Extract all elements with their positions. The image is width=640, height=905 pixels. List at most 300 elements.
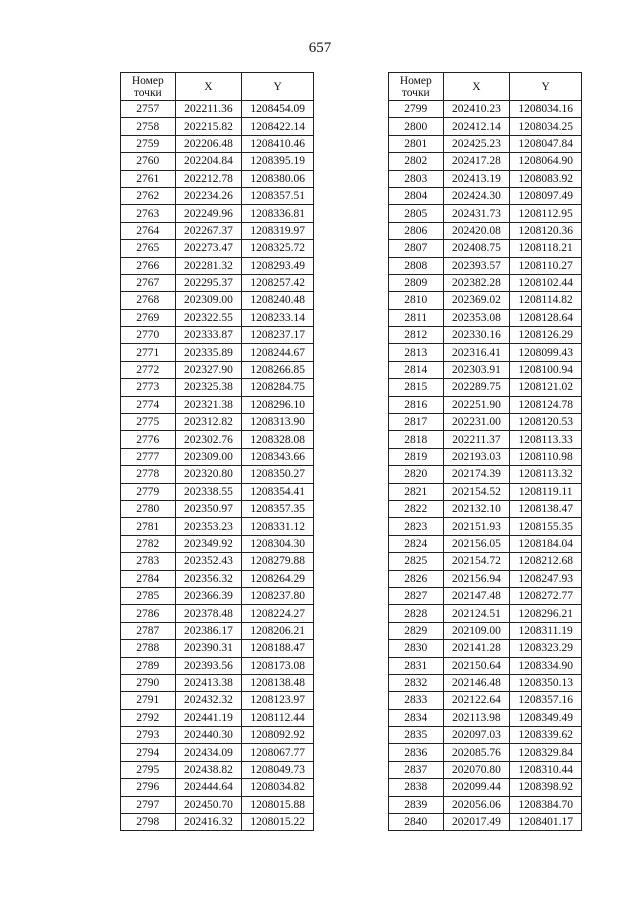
table-row (121, 744, 314, 761)
table-row (389, 309, 582, 326)
x-coordinate-cell: 202174.39 (443, 466, 510, 483)
x-coordinate-cell: 202124.51 (443, 605, 510, 622)
y-coordinate-cell: 1208237.17 (242, 327, 314, 344)
point-number-cell: 2766 (121, 257, 176, 274)
table-row (121, 431, 314, 448)
x-coordinate-cell: 202193.03 (443, 448, 510, 465)
table-row (121, 135, 314, 152)
y-coordinate-cell: 1208121.02 (510, 379, 582, 396)
y-coordinate-cell: 1208112.44 (242, 709, 314, 726)
y-coordinate-cell: 1208097.49 (510, 187, 582, 204)
point-number-header (389, 73, 444, 101)
table-row (389, 518, 582, 535)
y-coordinate-cell: 1208357.35 (242, 500, 314, 517)
y-coordinate-cell: 1208296.21 (510, 605, 582, 622)
point-number-cell: 2780 (121, 500, 176, 517)
table-row (121, 796, 314, 813)
x-coordinate-cell: 202316.41 (443, 344, 510, 361)
point-number-cell: 2782 (121, 535, 176, 552)
table-row (121, 553, 314, 570)
x-coordinate-cell: 202349.92 (175, 535, 242, 552)
x-coordinate-cell: 202393.57 (443, 257, 510, 274)
y-coordinate-cell: 1208119.11 (510, 483, 582, 500)
point-number-cell: 2759 (121, 135, 176, 152)
table-row (389, 344, 582, 361)
x-coordinate-cell: 202438.82 (175, 761, 242, 778)
x-coordinate-cell: 202335.89 (175, 344, 242, 361)
y-coordinate-cell: 1208264.29 (242, 570, 314, 587)
x-coordinate-cell: 202231.00 (443, 414, 510, 431)
table-row (389, 605, 582, 622)
table-row (389, 692, 582, 709)
y-coordinate-cell: 1208049.73 (242, 761, 314, 778)
y-coordinate-cell: 1208247.93 (510, 570, 582, 587)
table-row (389, 135, 582, 152)
x-coordinate-cell: 202281.32 (175, 257, 242, 274)
table-row (389, 327, 582, 344)
table-header-row (121, 73, 314, 101)
table-row (389, 361, 582, 378)
x-coordinate-cell: 202352.43 (175, 553, 242, 570)
point-number-cell: 2783 (121, 553, 176, 570)
x-coordinate-cell: 202450.70 (175, 796, 242, 813)
y-coordinate-cell: 1208293.49 (242, 257, 314, 274)
point-number-cell: 2781 (121, 518, 176, 535)
point-number-cell: 2803 (389, 170, 444, 187)
y-coordinate-cell: 1208384.70 (510, 796, 582, 813)
point-number-cell: 2771 (121, 344, 176, 361)
table-row (121, 709, 314, 726)
x-coordinate-cell: 202211.37 (443, 431, 510, 448)
y-coordinate-cell: 1208339.62 (510, 727, 582, 744)
point-number-cell: 2767 (121, 274, 176, 291)
x-coordinate-cell: 202353.08 (443, 309, 510, 326)
y-coordinate-cell: 1208240.48 (242, 292, 314, 309)
table-row (389, 118, 582, 135)
y-coordinate-cell: 1208331.12 (242, 518, 314, 535)
table-row (389, 274, 582, 291)
y-coordinate-cell: 1208015.88 (242, 796, 314, 813)
point-number-cell: 2805 (389, 205, 444, 222)
point-number-cell: 2761 (121, 170, 176, 187)
point-number-cell: 2838 (389, 779, 444, 796)
x-coordinate-cell: 202390.31 (175, 640, 242, 657)
y-coordinate-cell: 1208395.19 (242, 153, 314, 170)
table-row (121, 692, 314, 709)
point-number-cell: 2828 (389, 605, 444, 622)
point-number-cell: 2797 (121, 796, 176, 813)
x-coordinate-cell: 202206.48 (175, 135, 242, 152)
y-coordinate-cell: 1208304.30 (242, 535, 314, 552)
y-coordinate-cell: 1208237.80 (242, 587, 314, 604)
point-number-cell: 2784 (121, 570, 176, 587)
x-coordinate-cell: 202132.10 (443, 500, 510, 517)
point-number-cell: 2757 (121, 101, 176, 118)
y-coordinate-cell: 1208092.92 (242, 727, 314, 744)
point-number-cell: 2833 (389, 692, 444, 709)
point-number-cell: 2823 (389, 518, 444, 535)
table-row (389, 727, 582, 744)
x-coordinate-cell: 202267.37 (175, 222, 242, 239)
y-coordinate-cell: 1208067.77 (242, 744, 314, 761)
point-number-cell: 2840 (389, 814, 444, 831)
x-coordinate-cell: 202350.97 (175, 500, 242, 517)
point-number-cell: 2819 (389, 448, 444, 465)
y-coordinate-cell: 1208099.43 (510, 344, 582, 361)
y-coordinate-cell: 1208155.35 (510, 518, 582, 535)
table-row (121, 727, 314, 744)
y-coordinate-cell: 1208128.64 (510, 309, 582, 326)
table-row (121, 779, 314, 796)
x-coordinate-cell: 202289.75 (443, 379, 510, 396)
coordinates-table-right (388, 72, 582, 831)
table-row (121, 761, 314, 778)
point-number-cell: 2806 (389, 222, 444, 239)
point-number-cell: 2839 (389, 796, 444, 813)
point-number-cell: 2810 (389, 292, 444, 309)
table-row (121, 344, 314, 361)
y-coordinate-cell: 1208173.08 (242, 657, 314, 674)
page-number: 657 (308, 40, 332, 56)
point-number-cell: 2830 (389, 640, 444, 657)
point-number-cell: 2804 (389, 187, 444, 204)
header-line-2: точки (401, 86, 430, 99)
x-coordinate-cell: 202417.28 (443, 153, 510, 170)
table-row (389, 814, 582, 831)
table-row (389, 101, 582, 118)
y-coordinate-cell: 1208311.19 (510, 622, 582, 639)
y-coordinate-cell: 1208325.72 (242, 240, 314, 257)
x-coordinate-cell: 202330.16 (443, 327, 510, 344)
x-coordinate-cell: 202109.00 (443, 622, 510, 639)
x-coordinate-cell: 202141.28 (443, 640, 510, 657)
x-coordinate-cell: 202440.30 (175, 727, 242, 744)
y-coordinate-cell: 1208401.17 (510, 814, 582, 831)
table-header-row (389, 73, 582, 101)
x-coordinate-cell: 202320.80 (175, 466, 242, 483)
point-number-cell: 2800 (389, 118, 444, 135)
x-coordinate-cell: 202410.23 (443, 101, 510, 118)
y-coordinate-cell: 1208138.48 (242, 674, 314, 691)
point-number-cell: 2768 (121, 292, 176, 309)
table-row (389, 292, 582, 309)
table-row (389, 761, 582, 778)
point-number-cell: 2778 (121, 466, 176, 483)
x-coordinate-cell: 202420.08 (443, 222, 510, 239)
point-number-cell: 2763 (121, 205, 176, 222)
x-coordinate-cell: 202056.06 (443, 796, 510, 813)
y-coordinate-cell: 1208138.47 (510, 500, 582, 517)
y-header: Y (510, 73, 582, 101)
table-row (389, 187, 582, 204)
table-row (121, 187, 314, 204)
point-number-cell: 2769 (121, 309, 176, 326)
x-coordinate-cell: 202251.90 (443, 396, 510, 413)
y-coordinate-cell: 1208113.32 (510, 466, 582, 483)
x-coordinate-cell: 202303.91 (443, 361, 510, 378)
table-row (121, 274, 314, 291)
y-coordinate-cell: 1208328.08 (242, 431, 314, 448)
x-coordinate-cell: 202099.44 (443, 779, 510, 796)
point-number-cell: 2816 (389, 396, 444, 413)
x-coordinate-cell: 202212.78 (175, 170, 242, 187)
table-row (121, 153, 314, 170)
y-coordinate-cell: 1208319.97 (242, 222, 314, 239)
y-coordinate-cell: 1208184.04 (510, 535, 582, 552)
point-number-cell: 2798 (121, 814, 176, 831)
table-row (389, 414, 582, 431)
x-coordinate-cell: 202432.32 (175, 692, 242, 709)
table-row (389, 257, 582, 274)
x-coordinate-cell: 202309.00 (175, 292, 242, 309)
table-row (121, 448, 314, 465)
point-number-cell: 2837 (389, 761, 444, 778)
table-row (121, 483, 314, 500)
point-number-cell: 2829 (389, 622, 444, 639)
table-row (389, 674, 582, 691)
y-coordinate-cell: 1208354.41 (242, 483, 314, 500)
y-coordinate-cell: 1208329.84 (510, 744, 582, 761)
point-number-cell: 2796 (121, 779, 176, 796)
y-coordinate-cell: 1208336.81 (242, 205, 314, 222)
table-row (121, 101, 314, 118)
x-coordinate-cell: 202425.23 (443, 135, 510, 152)
y-coordinate-cell: 1208266.85 (242, 361, 314, 378)
y-coordinate-cell: 1208206.21 (242, 622, 314, 639)
y-coordinate-cell: 1208310.44 (510, 761, 582, 778)
table-row (121, 257, 314, 274)
y-coordinate-cell: 1208343.66 (242, 448, 314, 465)
x-coordinate-cell: 202146.48 (443, 674, 510, 691)
point-number-cell: 2777 (121, 448, 176, 465)
x-coordinate-cell: 202151.93 (443, 518, 510, 535)
table-row (121, 240, 314, 257)
point-number-cell: 2817 (389, 414, 444, 431)
table-row (389, 779, 582, 796)
x-coordinate-cell: 202122.64 (443, 692, 510, 709)
x-header: X (175, 73, 242, 101)
point-number-cell: 2836 (389, 744, 444, 761)
y-coordinate-cell: 1208212.68 (510, 553, 582, 570)
y-coordinate-cell: 1208257.42 (242, 274, 314, 291)
point-number-cell: 2760 (121, 153, 176, 170)
table-row (121, 118, 314, 135)
x-coordinate-cell: 202386.17 (175, 622, 242, 639)
table-row (389, 431, 582, 448)
point-number-cell: 2820 (389, 466, 444, 483)
x-coordinate-cell: 202150.64 (443, 657, 510, 674)
x-coordinate-cell: 202156.94 (443, 570, 510, 587)
table-row (389, 205, 582, 222)
y-coordinate-cell: 1208313.90 (242, 414, 314, 431)
point-number-cell: 2807 (389, 240, 444, 257)
point-number-cell: 2773 (121, 379, 176, 396)
point-number-cell: 2795 (121, 761, 176, 778)
point-number-cell: 2811 (389, 309, 444, 326)
x-coordinate-cell: 202204.84 (175, 153, 242, 170)
coordinates-table-left (120, 72, 314, 831)
y-coordinate-cell: 1208110.98 (510, 448, 582, 465)
y-coordinate-cell: 1208110.27 (510, 257, 582, 274)
point-number-cell: 2809 (389, 274, 444, 291)
y-coordinate-cell: 1208188.47 (242, 640, 314, 657)
x-coordinate-cell: 202444.64 (175, 779, 242, 796)
table-row (121, 587, 314, 604)
x-coordinate-cell: 202070.80 (443, 761, 510, 778)
x-coordinate-cell: 202249.96 (175, 205, 242, 222)
x-coordinate-cell: 202085.76 (443, 744, 510, 761)
y-coordinate-cell: 1208102.44 (510, 274, 582, 291)
point-number-cell: 2818 (389, 431, 444, 448)
y-header: Y (242, 73, 314, 101)
y-coordinate-cell: 1208034.82 (242, 779, 314, 796)
table-row (121, 674, 314, 691)
y-coordinate-cell: 1208349.49 (510, 709, 582, 726)
table-row (121, 205, 314, 222)
table-row (389, 553, 582, 570)
y-coordinate-cell: 1208398.92 (510, 779, 582, 796)
point-number-cell: 2791 (121, 692, 176, 709)
y-coordinate-cell: 1208112.95 (510, 205, 582, 222)
point-number-cell: 2772 (121, 361, 176, 378)
table-row (389, 709, 582, 726)
y-coordinate-cell: 1208120.36 (510, 222, 582, 239)
x-coordinate-cell: 202378.48 (175, 605, 242, 622)
x-coordinate-cell: 202215.82 (175, 118, 242, 135)
table-row (121, 518, 314, 535)
x-coordinate-cell: 202097.03 (443, 727, 510, 744)
x-header: X (443, 73, 510, 101)
y-coordinate-cell: 1208357.16 (510, 692, 582, 709)
y-coordinate-cell: 1208380.06 (242, 170, 314, 187)
y-coordinate-cell: 1208114.82 (510, 292, 582, 309)
point-number-cell: 2815 (389, 379, 444, 396)
point-number-cell: 2799 (389, 101, 444, 118)
x-coordinate-cell: 202369.02 (443, 292, 510, 309)
table-row (389, 570, 582, 587)
point-number-cell: 2824 (389, 535, 444, 552)
point-number-cell: 2814 (389, 361, 444, 378)
table-row (389, 483, 582, 500)
point-number-cell: 2790 (121, 674, 176, 691)
table-row (389, 744, 582, 761)
point-number-cell: 2821 (389, 483, 444, 500)
point-number-cell: 2812 (389, 327, 444, 344)
point-number-cell: 2832 (389, 674, 444, 691)
point-number-cell: 2801 (389, 135, 444, 152)
x-coordinate-cell: 202312.82 (175, 414, 242, 431)
x-coordinate-cell: 202416.32 (175, 814, 242, 831)
y-coordinate-cell: 1208454.09 (242, 101, 314, 118)
y-coordinate-cell: 1208323.29 (510, 640, 582, 657)
table-row (389, 622, 582, 639)
y-coordinate-cell: 1208350.13 (510, 674, 582, 691)
y-coordinate-cell: 1208296.10 (242, 396, 314, 413)
x-coordinate-cell: 202234.26 (175, 187, 242, 204)
point-number-cell: 2794 (121, 744, 176, 761)
y-coordinate-cell: 1208357.51 (242, 187, 314, 204)
y-coordinate-cell: 1208034.16 (510, 101, 582, 118)
point-number-cell: 2822 (389, 500, 444, 517)
table-row (121, 292, 314, 309)
table-row (121, 309, 314, 326)
x-coordinate-cell: 202366.39 (175, 587, 242, 604)
point-number-cell: 2835 (389, 727, 444, 744)
x-coordinate-cell: 202412.14 (443, 118, 510, 135)
y-coordinate-cell: 1208233.14 (242, 309, 314, 326)
x-coordinate-cell: 202327.90 (175, 361, 242, 378)
point-number-cell: 2774 (121, 396, 176, 413)
point-number-cell: 2764 (121, 222, 176, 239)
x-coordinate-cell: 202338.55 (175, 483, 242, 500)
y-coordinate-cell: 1208350.27 (242, 466, 314, 483)
point-number-cell: 2775 (121, 414, 176, 431)
x-coordinate-cell: 202017.49 (443, 814, 510, 831)
table-row (121, 500, 314, 517)
y-coordinate-cell: 1208124.78 (510, 396, 582, 413)
point-number-cell: 2758 (121, 118, 176, 135)
table-row (121, 222, 314, 239)
x-coordinate-cell: 202431.73 (443, 205, 510, 222)
x-coordinate-cell: 202441.19 (175, 709, 242, 726)
table-row (121, 814, 314, 831)
point-number-cell: 2792 (121, 709, 176, 726)
y-coordinate-cell: 1208244.67 (242, 344, 314, 361)
point-number-cell: 2788 (121, 640, 176, 657)
table-row (121, 327, 314, 344)
y-coordinate-cell: 1208224.27 (242, 605, 314, 622)
y-coordinate-cell: 1208015.22 (242, 814, 314, 831)
point-number-cell: 2827 (389, 587, 444, 604)
x-coordinate-cell: 202333.87 (175, 327, 242, 344)
table-row (389, 170, 582, 187)
table-row (121, 640, 314, 657)
table-row (121, 170, 314, 187)
x-coordinate-cell: 202325.38 (175, 379, 242, 396)
table-row (389, 396, 582, 413)
x-coordinate-cell: 202147.48 (443, 587, 510, 604)
x-coordinate-cell: 202356.32 (175, 570, 242, 587)
x-coordinate-cell: 202353.23 (175, 518, 242, 535)
y-coordinate-cell: 1208120.53 (510, 414, 582, 431)
point-number-header (121, 73, 176, 101)
y-coordinate-cell: 1208126.29 (510, 327, 582, 344)
point-number-cell: 2813 (389, 344, 444, 361)
y-coordinate-cell: 1208272.77 (510, 587, 582, 604)
x-coordinate-cell: 202321.38 (175, 396, 242, 413)
table-row (389, 535, 582, 552)
table-row (121, 379, 314, 396)
y-coordinate-cell: 1208284.75 (242, 379, 314, 396)
x-coordinate-cell: 202211.36 (175, 101, 242, 118)
point-number-cell: 2787 (121, 622, 176, 639)
y-coordinate-cell: 1208118.21 (510, 240, 582, 257)
y-coordinate-cell: 1208100.94 (510, 361, 582, 378)
table-row (389, 240, 582, 257)
x-coordinate-cell: 202295.37 (175, 274, 242, 291)
y-coordinate-cell: 1208422.14 (242, 118, 314, 135)
header-line-2: точки (133, 86, 162, 99)
x-coordinate-cell: 202413.19 (443, 170, 510, 187)
table-row (121, 535, 314, 552)
y-coordinate-cell: 1208034.25 (510, 118, 582, 135)
point-number-cell: 2789 (121, 657, 176, 674)
y-coordinate-cell: 1208047.84 (510, 135, 582, 152)
x-coordinate-cell: 202434.09 (175, 744, 242, 761)
x-coordinate-cell: 202156.05 (443, 535, 510, 552)
table-row (389, 379, 582, 396)
y-coordinate-cell: 1208279.88 (242, 553, 314, 570)
